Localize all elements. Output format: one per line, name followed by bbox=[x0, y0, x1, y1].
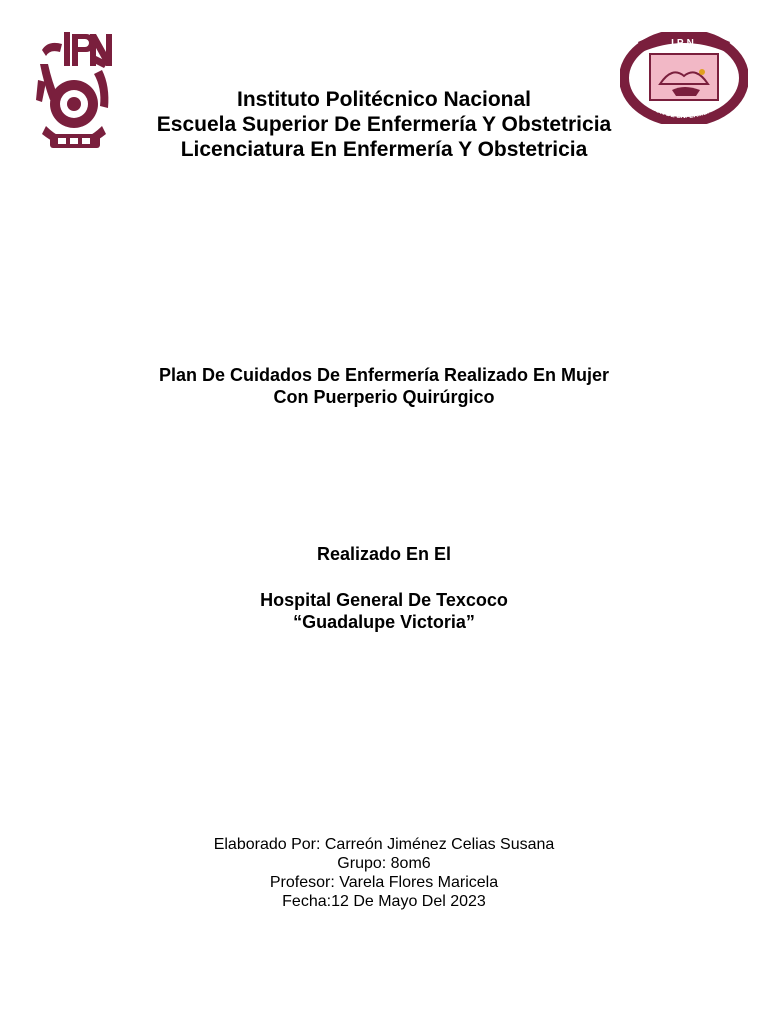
hospital-name: Hospital General De Texcoco bbox=[260, 590, 508, 610]
elaborado-por: Elaborado Por: Carreón Jiménez Celias Susana bbox=[213, 836, 555, 853]
institution-header bbox=[0, 87, 768, 162]
title-line-2: Con Puerperio Quirúrgico bbox=[273, 387, 495, 407]
title-line-1: Plan De Cuidados De Enfermería Realizado En Mujer bbox=[158, 365, 610, 385]
grupo: Grupo: 8om6 bbox=[337, 855, 431, 872]
hospital-block bbox=[0, 589, 768, 633]
school-name: Escuela Superior De Enfermería Y Obstetricia bbox=[156, 113, 612, 136]
degree-name: Licenciatura En Enfermería Y Obstetricia bbox=[180, 138, 588, 161]
profesor: Profesor: Varela Flores Maricela bbox=[269, 874, 499, 891]
hospital-subname: “Guadalupe Victoria” bbox=[293, 612, 475, 632]
document-title bbox=[0, 364, 768, 408]
fecha: Fecha:12 De Mayo Del 2023 bbox=[282, 893, 486, 910]
institution-name: Instituto Politécnico Nacional bbox=[236, 88, 532, 111]
realizado-label: Realizado En El bbox=[316, 544, 452, 564]
eseo-logo-ring-text: UELA SUPERIOR DE ENFERMERIA Y OBSTETR bbox=[629, 76, 739, 121]
author-info bbox=[0, 835, 768, 911]
eseo-logo-top-text: IPN bbox=[671, 38, 697, 49]
